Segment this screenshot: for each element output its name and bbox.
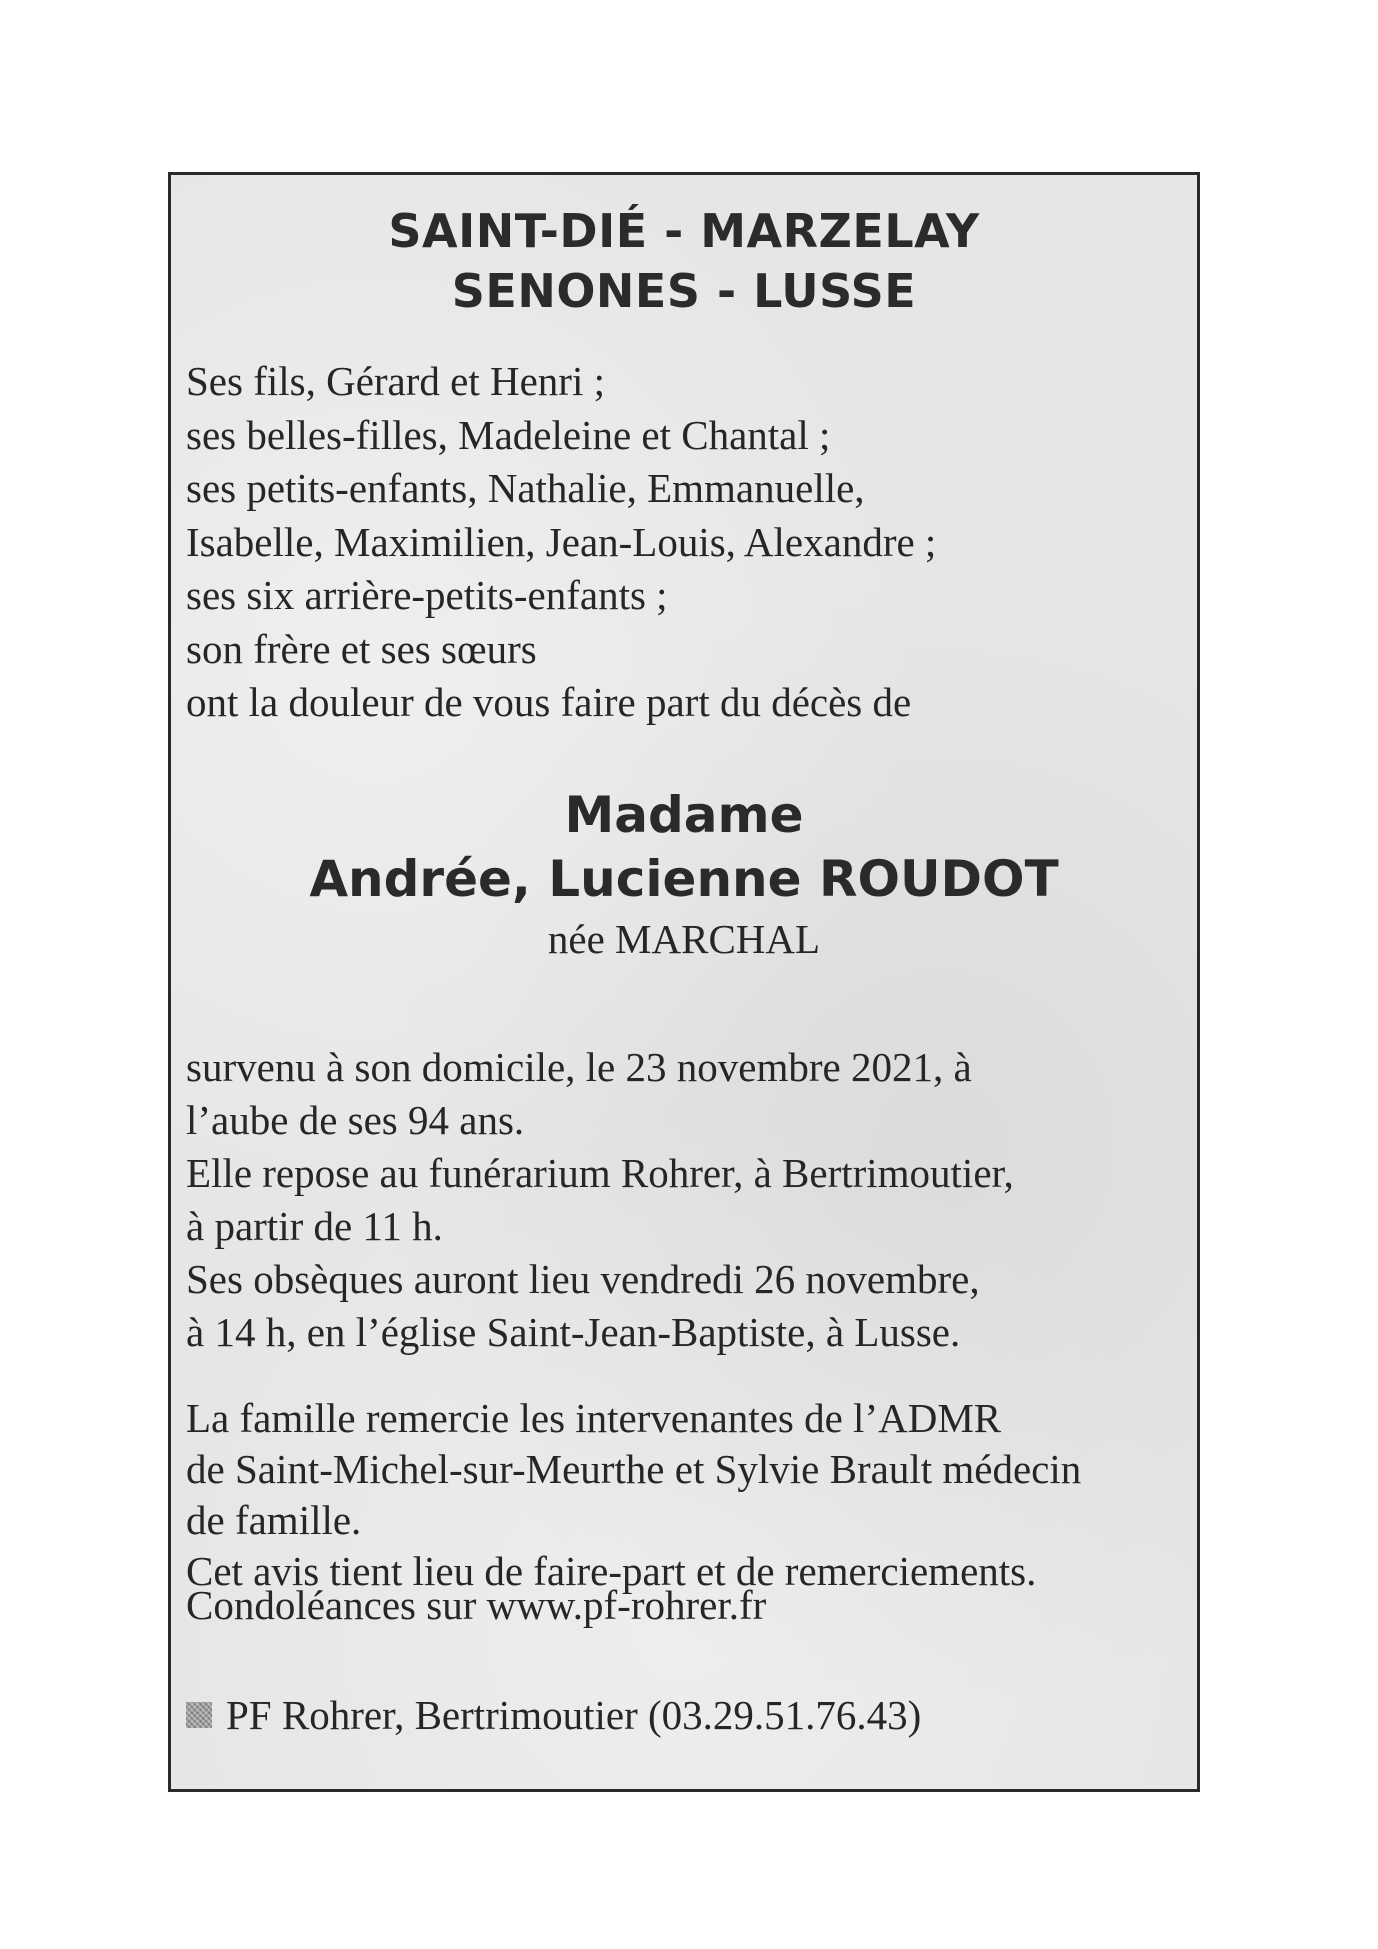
thanks-line: de Saint-Michel-sur-Meurthe et Sylvie Brault médecin — [186, 1446, 1082, 1492]
details-line: survenu à son domicile, le 23 novembre 2021, à — [186, 1044, 972, 1090]
family-line: son frère et ses sœurs — [186, 625, 537, 672]
thanks-line: Cet avis tient lieu de faire-part et de remerciements. — [186, 1548, 1037, 1594]
family-line: ses petits-enfants, Nathalie, Emmanuelle, — [186, 465, 865, 511]
funeral-home-contact: PF Rohrer, Bertrimoutier (03.29.51.76.43) — [226, 1692, 922, 1738]
header-line-localities-1: SAINT-DIÉ - MARZELAY — [388, 204, 980, 258]
thanks-line: de famille. — [186, 1497, 362, 1543]
condolences-line: Condoléances sur www.pf-rohrer.fr — [186, 1582, 767, 1628]
family-line: Isabelle, Maximilien, Jean-Louis, Alexandre ; — [186, 518, 937, 565]
details-line: Elle repose au funérarium Rohrer, à Bertrimoutier, — [186, 1150, 1014, 1196]
details-line: Ses obsèques auront lieu vendredi 26 novembre, — [186, 1256, 980, 1302]
thanks-line: La famille remercie les intervenantes de l’ADMR — [186, 1395, 1002, 1441]
family-thanks — [186, 1393, 1186, 1597]
deceased-full-name: Andrée, Lucienne ROUDOT — [309, 850, 1059, 908]
deceased-title: Madame — [564, 786, 804, 844]
family-line: ses six arrière-petits-enfants ; — [186, 572, 668, 618]
deceased-name-block — [171, 783, 1197, 967]
notice-header — [171, 201, 1197, 321]
details-line: l’aube de ses 94 ans. — [186, 1097, 525, 1143]
header-line-localities-2: SENONES - LUSSE — [451, 264, 917, 318]
funeral-home-line — [186, 1689, 921, 1741]
family-line: ont la douleur de vous faire part du décès de — [186, 679, 912, 725]
details-line: à partir de 11 h. — [186, 1203, 443, 1249]
family-announcement — [186, 355, 1186, 730]
death-and-funeral-details — [186, 1041, 1186, 1359]
family-line: ses belles-filles, Madeleine et Chantal ; — [186, 411, 831, 458]
obituary-notice — [168, 172, 1200, 1792]
family-line: Ses fils, Gérard et Henri ; — [186, 358, 605, 404]
funeral-home-logo-icon — [186, 1702, 212, 1728]
details-line: à 14 h, en l’église Saint-Jean-Baptiste, à Lusse. — [186, 1309, 961, 1355]
deceased-maiden-name: née MARCHAL — [547, 916, 821, 962]
